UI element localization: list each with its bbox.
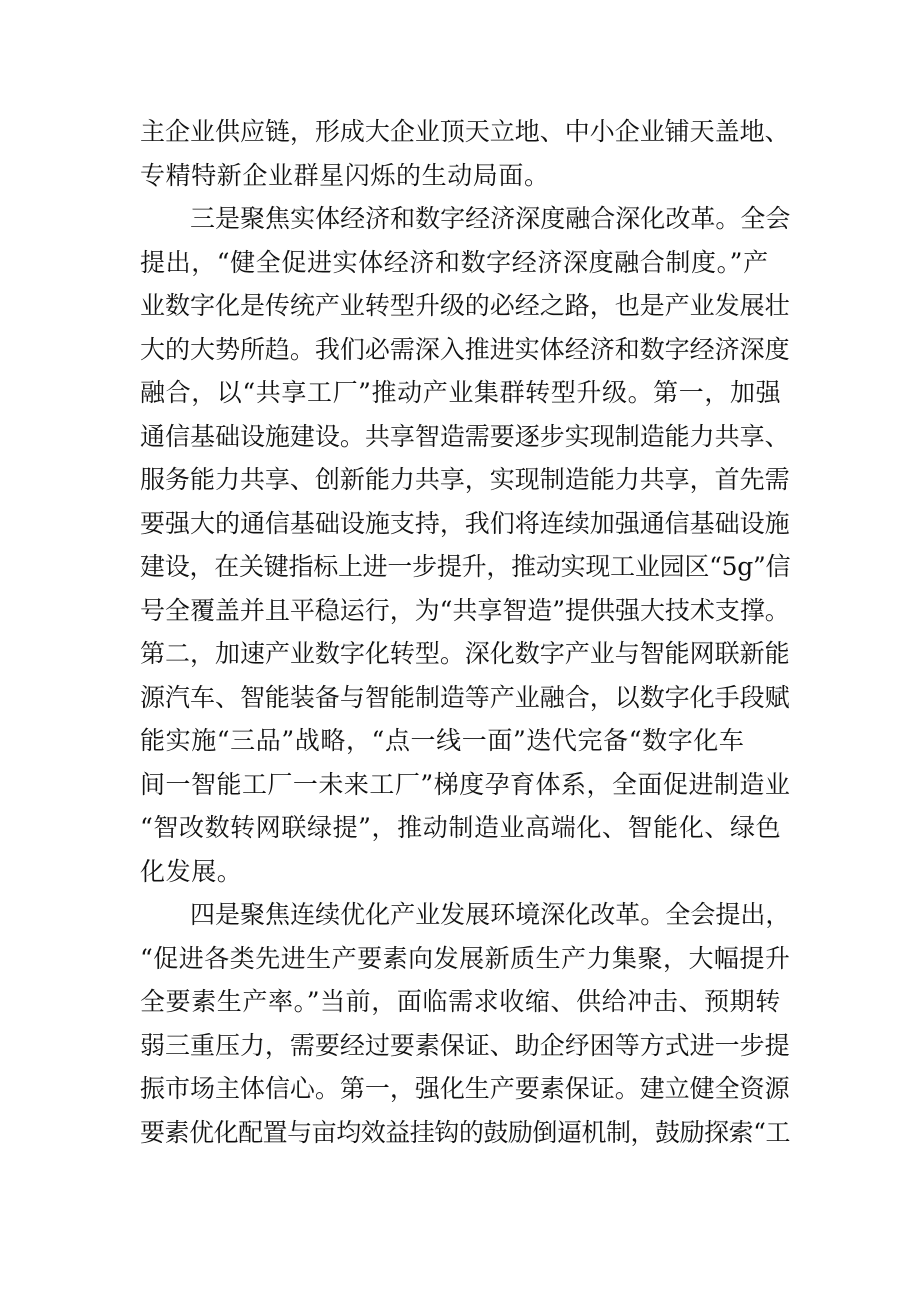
text-line: “智改数转网联绿提”，推动制造业高端化、智能化、绿色 [140, 813, 782, 842]
text-line: 间一智能工厂一未来工厂”梯度孕育体系，全面促进制造业 [140, 769, 790, 799]
text-line: 要素优化配置与亩均效益挂钩的鼓励倒逼机制，鼓励探索“工 [140, 1117, 790, 1147]
text-line: 建设，在关键指标上进一步提升，推动实现工业园区“5g”信 [140, 552, 790, 581]
text-line: 源汽车、智能装备与智能制造等产业融合，以数字化手段赋 [140, 682, 790, 712]
text-line: 融合，以“共享工厂”推动产业集群转型升级。第一，加强 [140, 378, 782, 407]
text-line: 专精特新企业群星闪烁的生动局面。 [140, 160, 550, 190]
text-line: 四是聚焦连续优化产业发展环境深化改革。全会提出， [190, 900, 790, 929]
text-line: 业数字化是传统产业转型升级的必经之路，也是产业发展壮 [140, 291, 790, 320]
text-line: 化发展。 [140, 856, 243, 886]
text-line: 全要素生产率。”当前，面临需求收缩、供给冲击、预期转 [140, 987, 781, 1016]
text-line: 第二，加速产业数字化转型。深化数字产业与智能网联新能 [140, 639, 790, 668]
text-line: “促进各类先进生产要素向发展新质生产力集聚，大幅提升 [140, 943, 790, 973]
text-line: 要强大的通信基础设施支持，我们将连续加强通信基础设施 [140, 508, 790, 538]
text-line: 主企业供应链，形成大企业顶天立地、中小企业铺天盖地、 [140, 117, 790, 146]
text-line: 提出，“健全促进实体经济和数字经济深度融合制度。”产 [140, 247, 769, 277]
text-line: 通信基础设施建设。共享智造需要逐步实现制造能力共享、 [140, 421, 790, 451]
text-line: 服务能力共享、创新能力共享，实现制造能力共享，首先需 [140, 465, 790, 494]
text-line: 三是聚焦实体经济和数字经济深度融合深化改革。全会 [190, 204, 790, 233]
text-line: 号全覆盖并且平稳运行，为“共享智造”提供强大技术支撑。 [140, 595, 790, 625]
text-line: 振市场主体信心。第一，强化生产要素保证。建立健全资源 [140, 1074, 790, 1103]
text-line: 能实施“三品”战略，“点一线一面”迭代完备“数字化车 [140, 726, 745, 755]
body-text [140, 110, 790, 1154]
text-line: 大的大势所趋。我们必需深入推进实体经济和数字经济深度 [140, 334, 790, 364]
text-line: 弱三重压力，需要经过要素保证、助企纾困等方式进一步提 [140, 1030, 790, 1060]
